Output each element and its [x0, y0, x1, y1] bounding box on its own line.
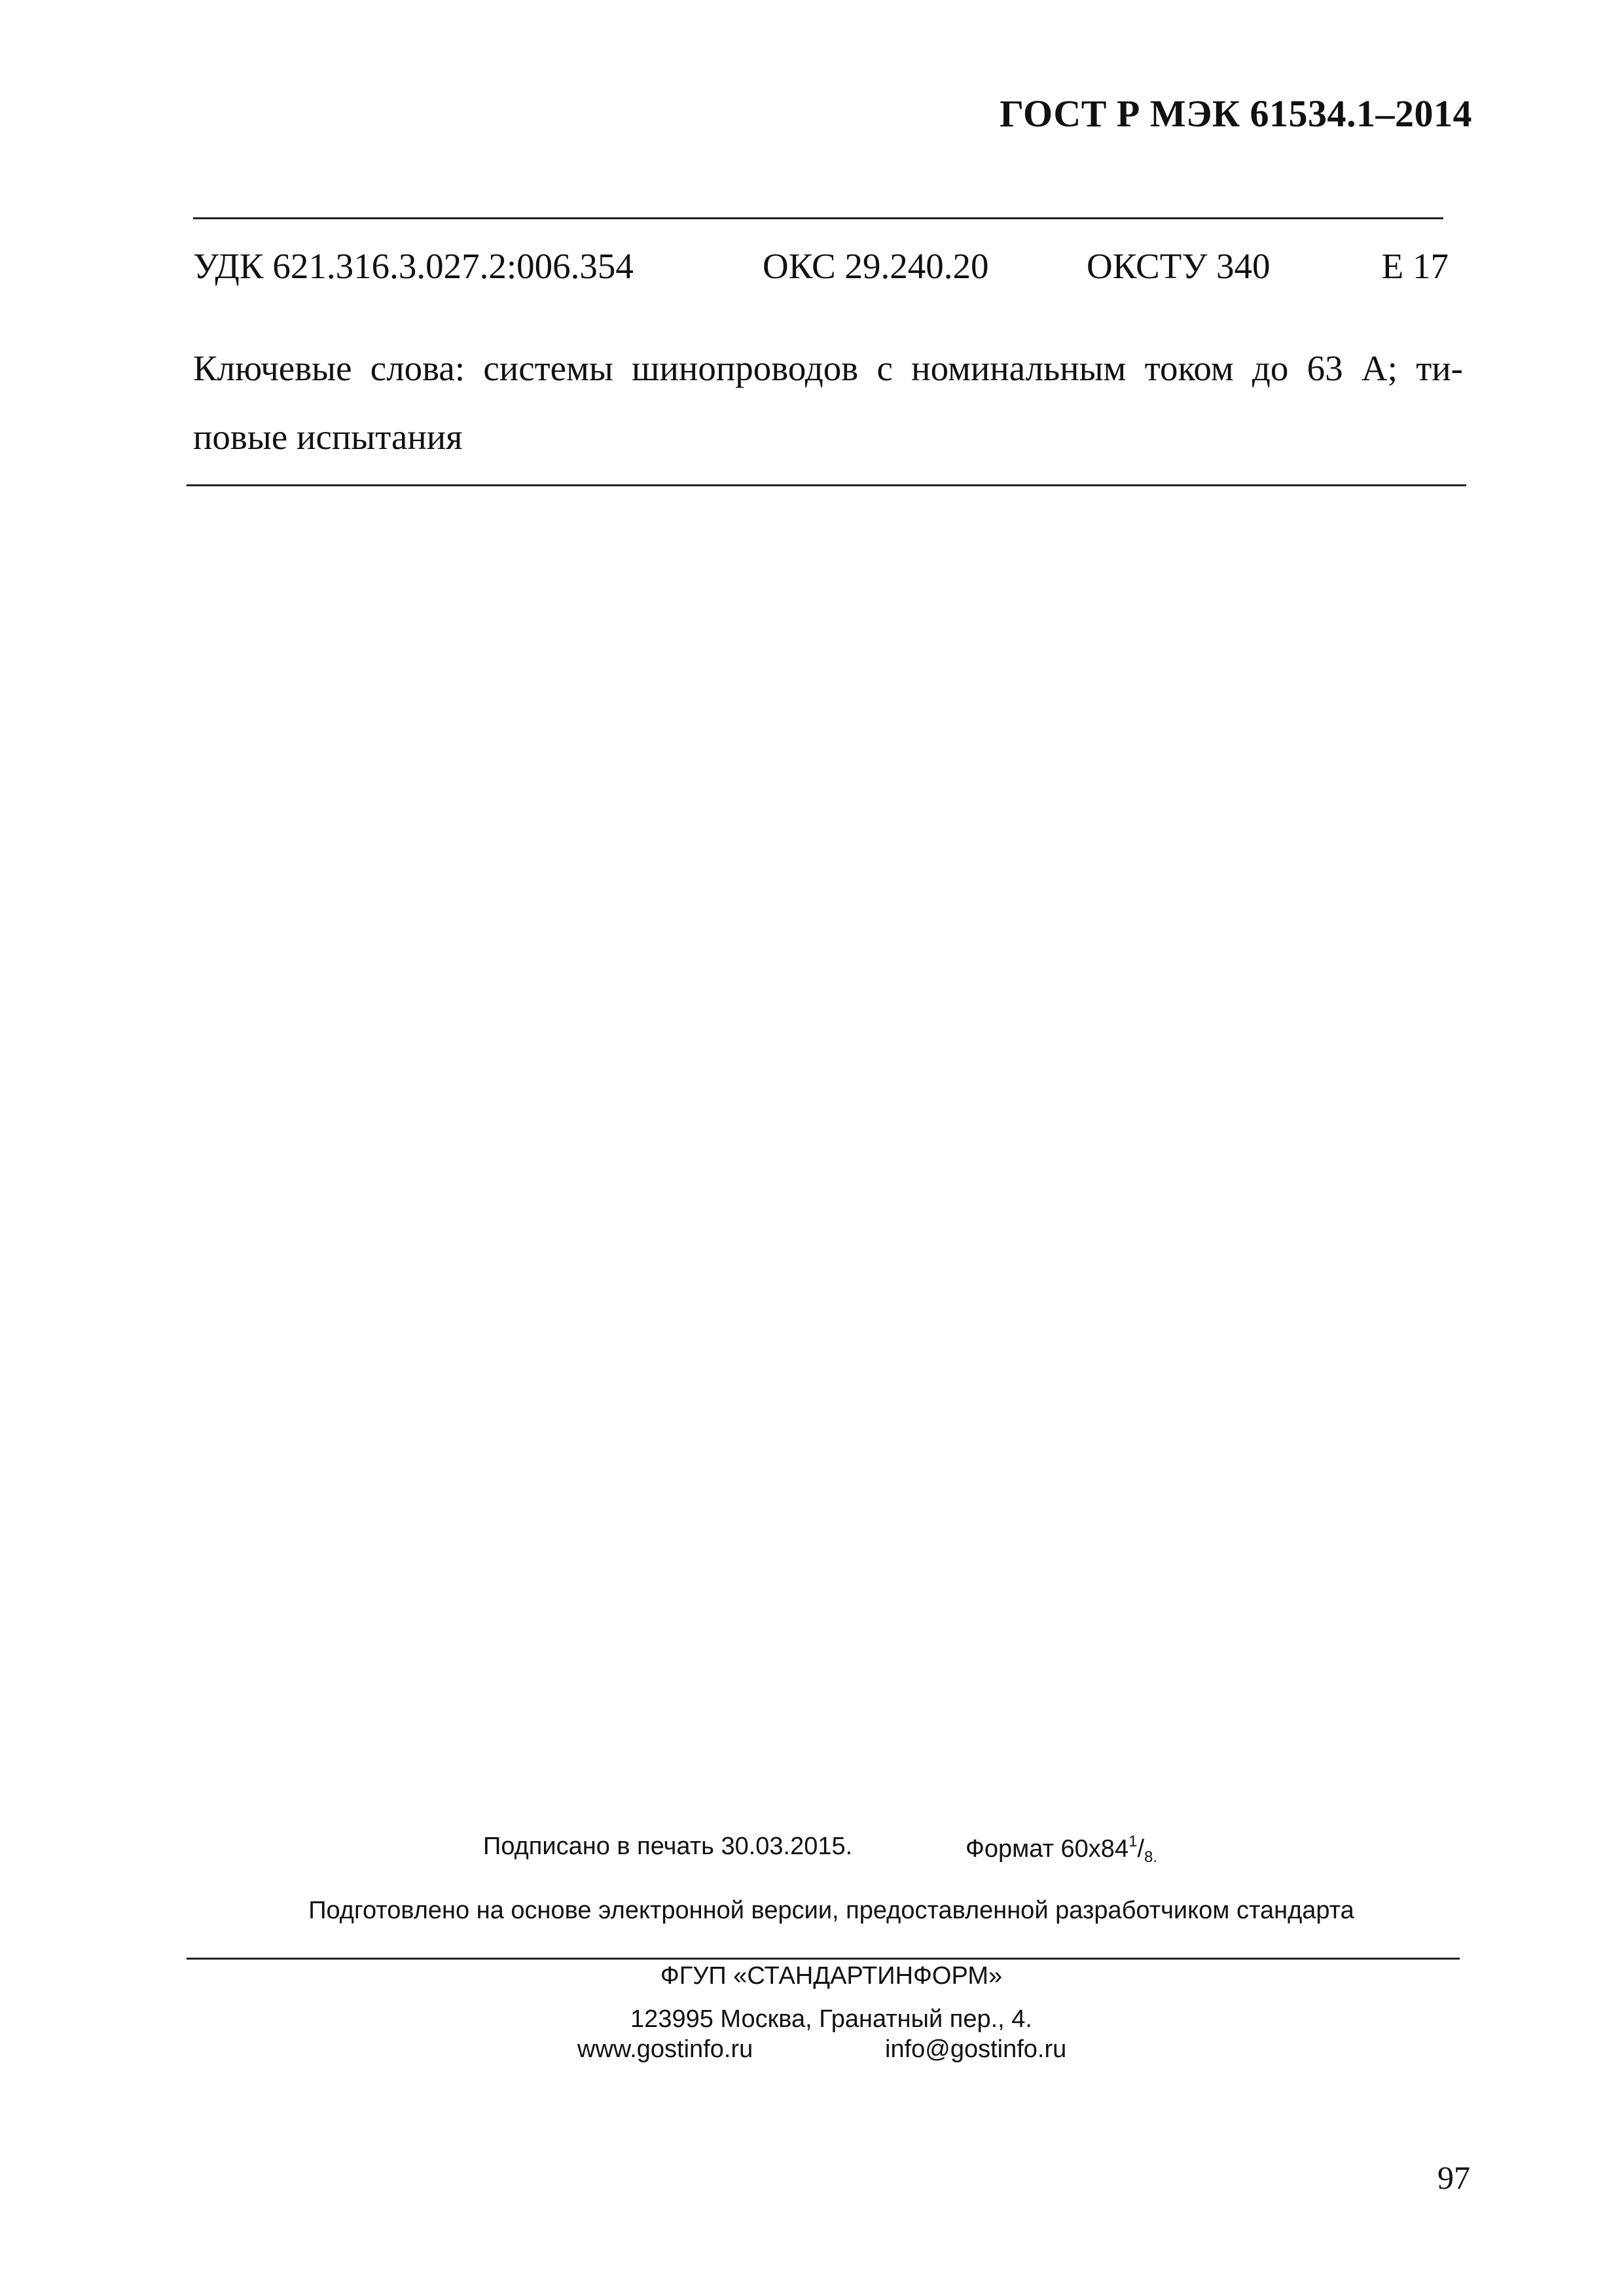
- page-number: 97: [1437, 2159, 1470, 2196]
- e-code: Е 17: [1381, 246, 1449, 286]
- signed-date: Подписано в печать 30.03.2015.: [483, 1833, 853, 1860]
- top-divider: [193, 217, 1443, 219]
- keywords-line-1: Ключевые слова: системы шинопроводов с номинальным током до 63 А; ти-: [193, 348, 1463, 388]
- oks-code: ОКС 29.240.20: [763, 246, 989, 286]
- standard-title: ГОСТ Р МЭК 61534.1–2014: [1000, 92, 1472, 135]
- format-numerator: 1: [1128, 1833, 1138, 1850]
- okstu-code: ОКСТУ 340: [1087, 246, 1271, 286]
- classification-codes: [193, 245, 1449, 291]
- publisher-email: info@gostinfo.ru: [885, 2036, 1067, 2063]
- publisher-website: www.gostinfo.ru: [577, 2036, 753, 2063]
- imprint-divider: [187, 1958, 1460, 1960]
- udk-code: УДК 621.316.3.027.2:006.354: [193, 246, 634, 286]
- keywords-divider: [187, 484, 1466, 486]
- paper-format: [965, 1833, 1157, 1867]
- publisher-name: ФГУП «СТАНДАРТИНФОРМ»: [660, 1962, 1003, 1990]
- format-denominator: 8.: [1144, 1848, 1158, 1866]
- publisher-address: 123995 Москва, Гранатный пер., 4.: [630, 2005, 1032, 2033]
- format-prefix: Формат 60х84: [965, 1835, 1129, 1863]
- format-separator: /: [1137, 1835, 1144, 1863]
- prepared-note: Подготовлено на основе электронной версии, предоставленной разработчиком стандарта: [308, 1897, 1354, 1924]
- keywords-line-2: повые испытания: [193, 417, 463, 457]
